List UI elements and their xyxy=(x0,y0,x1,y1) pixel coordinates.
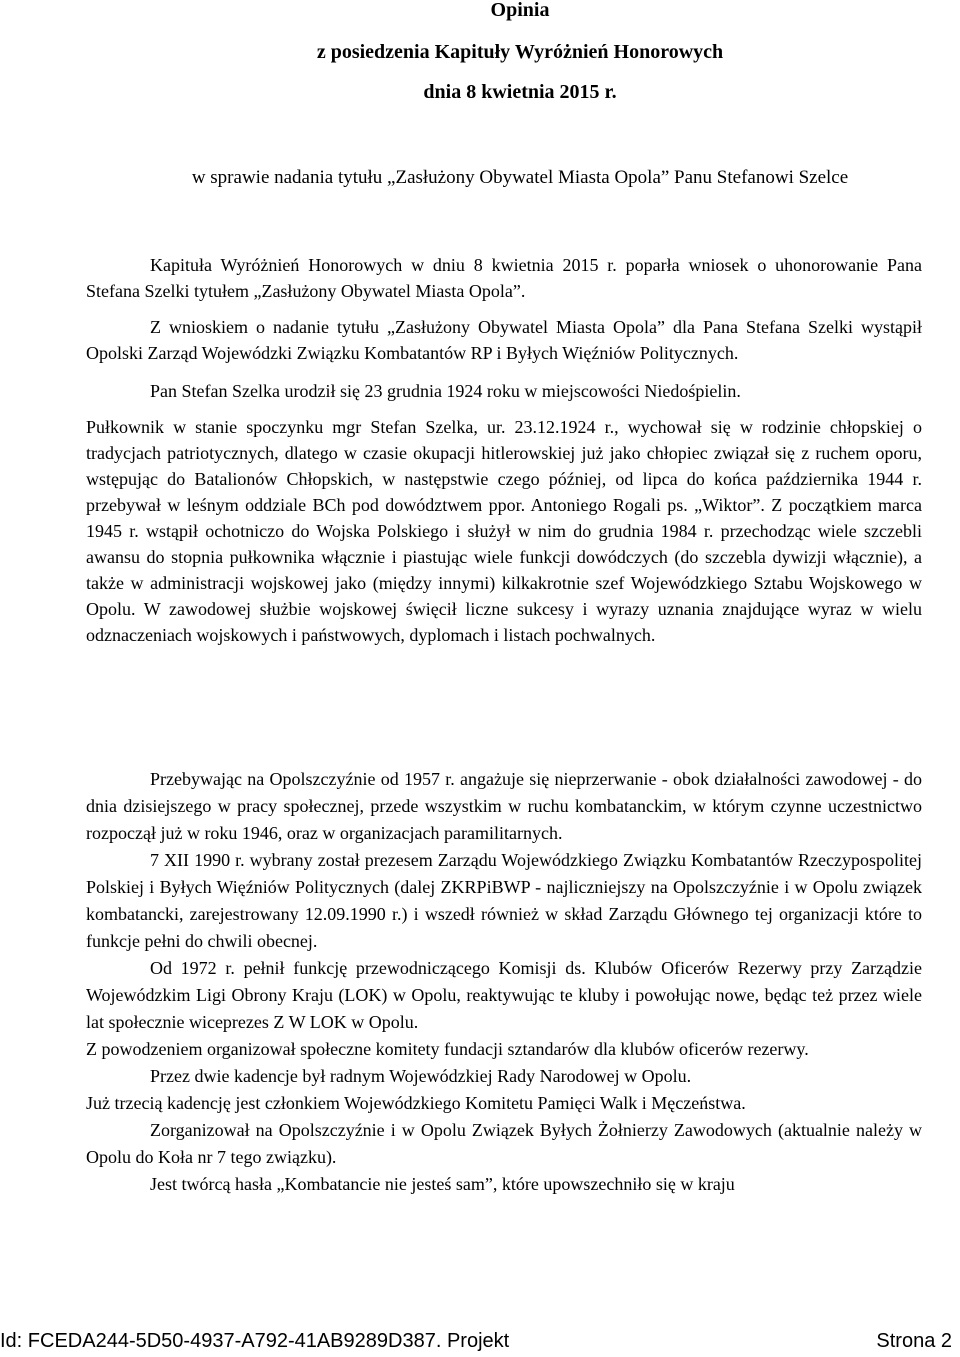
meeting-line: z posiedzenia Kapituły Wyróżnień Honorowych xyxy=(316,41,724,63)
paragraph-lok: Od 1972 r. pełnił funkcję przewodniczącego Komisji ds. Klubów Oficerów Rezerwy przy Zarządzie Wojewódzkim Ligi Obrony Kraju (LOK) w Opolu, reaktywując te kluby i powołując nowe, będąc też przez wiele lat społecznie wiceprezes Z W LOK w Opolu. xyxy=(86,958,922,1032)
paragraph-birth: Pan Stefan Szelka urodził się 23 grudnia 1924 roku w miejscowości Niedośpielin. xyxy=(150,381,741,401)
document-id: Id: FCEDA244-5D50-4937-A792-41AB9289D387. Projekt xyxy=(0,1330,510,1352)
paragraph-motion: Z wnioskiem o nadanie tytułu „Zasłużony Obywatel Miasta Opola” dla Pana Stefana Szelki wystąpił Opolski Zarząd Wojewódzki Związku Kombatantów RP i Byłych Więźniów Politycznych. xyxy=(86,317,922,363)
paragraph-banners: Z powodzeniem organizował społeczne komitety fundacji sztandarów dla klubów oficerów rezerwy. xyxy=(86,1039,809,1059)
intro-section xyxy=(86,252,922,648)
paragraph-zkrpibwp: 7 XII 1990 r. wybrany został prezesem Zarządu Wojewódzkiego Związku Kombatantów Rzeczypospolitej Polskiej i Byłych Więźniów Politycznych (dalej ZKRPiBWP - najliczniejszy na Opolszczyźnie i w Opolu związek kombatancki, zarejestrowany 12.09.1990 r.) i wszedł również w skład Zarządu Głównego tej organizacji które to funkcje pełni do chwili obecnej. xyxy=(86,850,922,951)
activity-section xyxy=(86,766,922,1198)
date-line: dnia 8 kwietnia 2015 r. xyxy=(423,81,617,103)
page-number: Strona 2 xyxy=(876,1330,952,1352)
paragraph-slogan: Jest twórcą hasła „Kombatancie nie jesteś sam”, które upowszechniło się w kraju xyxy=(150,1174,735,1194)
paragraph-soldiers-union: Zorganizował na Opolszczyźnie i w Opolu Związek Byłych Żołnierzy Zawodowych (aktualnie należy w Opolu do Koła nr 7 tego związku). xyxy=(86,1120,922,1167)
document-title: Opinia xyxy=(490,0,550,21)
subject-line: w sprawie nadania tytułu „Zasłużony Obywatel Miasta Opola” Panu Stefanowi Szelce xyxy=(191,167,849,188)
paragraph-social-work: Przebywając na Opolszczyźnie od 1957 r. angażuje się nieprzerwanie - obok działalności zawodowej - do dnia dzisiejszego w pracy społecznej, przede wszystkim w ruchu kombatanckim, w którym czynne uczestnictwo rozpoczął już w roku 1946, oraz w organizacjach paramilitarnych. xyxy=(86,769,922,843)
paragraph-committee: Już trzecią kadencję jest członkiem Wojewódzkiego Komitetu Pamięci Walk i Męczeństwa. xyxy=(86,1093,746,1113)
paragraph-councillor: Przez dwie kadencje był radnym Wojewódzkiej Rady Narodowej w Opolu. xyxy=(150,1066,692,1086)
paragraph-decision: Kapituła Wyróżnień Honorowych w dniu 8 kwietnia 2015 r. poparła wniosek o uhonorowanie Pana Stefana Szelki tytułem „Zasłużony Obywatel Miasta Opola”. xyxy=(86,255,922,301)
paragraph-biography: Pułkownik w stanie spoczynku mgr Stefan Szelka, ur. 23.12.1924 r., wychował się w rodzinie chłopskiej o tradycjach patriotycznych, dlatego w czasie okupacji hitlerowskiej już jako chłopiec związał się z ruchem oporu, wstępując do Batalionów Chłopskich, w następstwie czego później, od lipca do końca października 1944 r. przebywał w leśnym oddziale BCh pod dowództwem ppor. Antoniego Rogali ps. „Wiktor”. Z początkiem marca 1945 r. wstąpił ochotniczo do Wojska Polskiego i służył w nim do grudnia 1984 r. przechodząc wiele szczebli awansu do stopnia pułkownika włącznie i piastując wiele funkcji dowódczych (do szczebla dywizji włącznie), a także w administracji wojskowej jako (między innymi) kilkakrotnie szef Wojewódzkiego Sztabu Wojskowego w Opolu. W zawodowej służbie wojskowej święcił liczne sukcesy i wyrazy uznania znajdujące wyraz w wielu odznaczeniach wojskowych i państwowych, dyplomach i listach pochwalnych. xyxy=(86,417,922,645)
page-footer xyxy=(0,1330,960,1354)
